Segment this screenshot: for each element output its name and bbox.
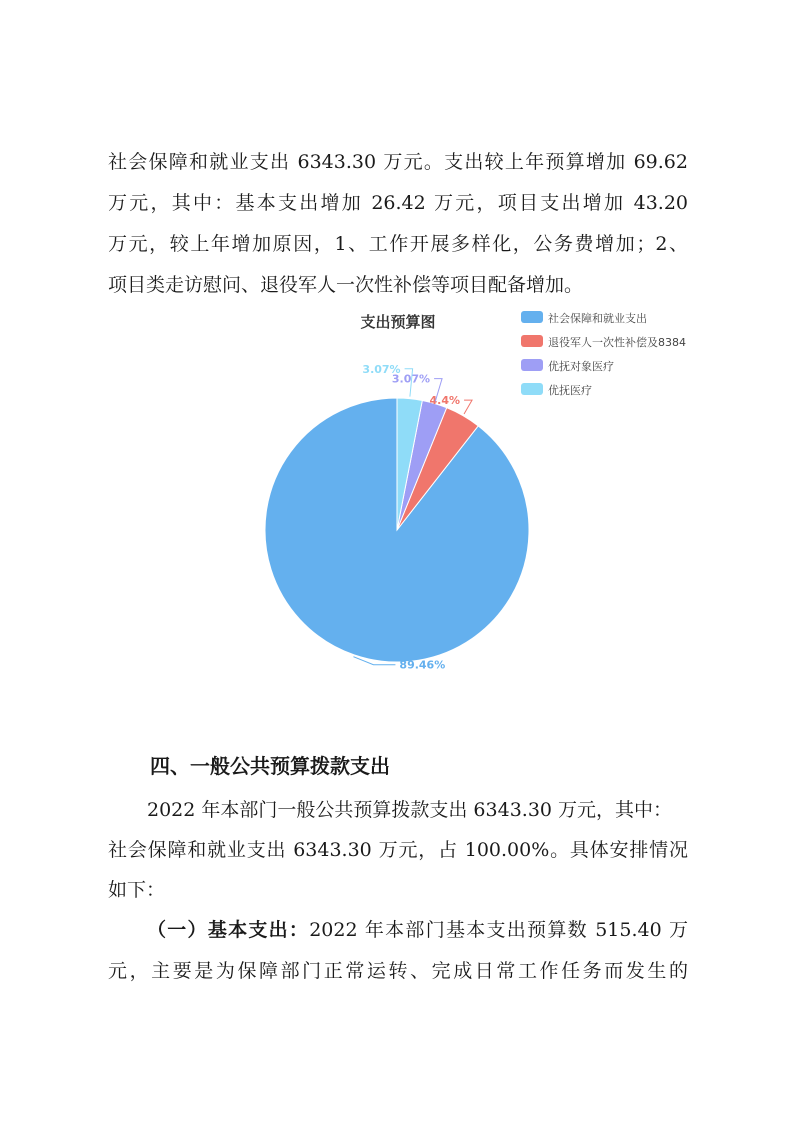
chart-title: 支出预算图	[360, 313, 436, 331]
legend-label[interactable]: 优抚对象医疗	[548, 360, 614, 373]
data-label: 4.4%	[429, 394, 461, 408]
basic-expenditure-label: （一）基本支出：	[147, 919, 310, 941]
legend-swatch[interactable]	[521, 359, 543, 371]
chart-legend	[521, 311, 686, 397]
section-heading: 四、一般公共预算拨款支出	[150, 754, 390, 778]
data-label: 89.46%	[399, 658, 446, 672]
basic-expenditure-line	[147, 918, 688, 942]
legend-swatch[interactable]	[521, 311, 543, 323]
paragraph-line: 社会保障和就业支出 6343.30 万元，占 100.00%。具体安排情况	[108, 839, 688, 861]
paragraph-line: 万元，较上年增加原因，1、工作开展多样化，公务费增加；2、	[108, 233, 688, 255]
expenditure-pie-chart	[230, 300, 710, 680]
data-label: 3.07%	[391, 372, 431, 386]
legend-label[interactable]: 社会保障和就业支出	[548, 312, 647, 325]
legend-label[interactable]: 优抚医疗	[548, 384, 592, 397]
paragraph-line: 社会保障和就业支出 6343.30 万元。支出较上年预算增加 69.62	[108, 151, 688, 173]
paragraph-line: 元，主要是为保障部门正常运转、完成日常工作任务而发生的	[108, 960, 688, 982]
legend-swatch[interactable]	[521, 335, 543, 347]
pie-slices	[265, 398, 529, 662]
legend-swatch[interactable]	[521, 383, 543, 395]
leader-line	[464, 400, 472, 414]
paragraph-line: 如下：	[108, 879, 166, 901]
paragraph-line: 万元，其中：基本支出增加 26.42 万元，项目支出增加 43.20	[108, 192, 688, 214]
paragraph-line: 项目类走访慰问、退役军人一次性补偿等项目配备增加。	[108, 274, 584, 296]
paragraph-line: 2022 年本部门一般公共预算拨款支出 6343.30 万元，其中：	[147, 799, 673, 821]
legend-label[interactable]: 退役军人一次性补偿及8384	[548, 336, 686, 349]
data-label: 3.07%	[362, 362, 401, 376]
basic-expenditure-text: 2022 年本部门基本支出预算数 515.40 万	[309, 919, 688, 941]
